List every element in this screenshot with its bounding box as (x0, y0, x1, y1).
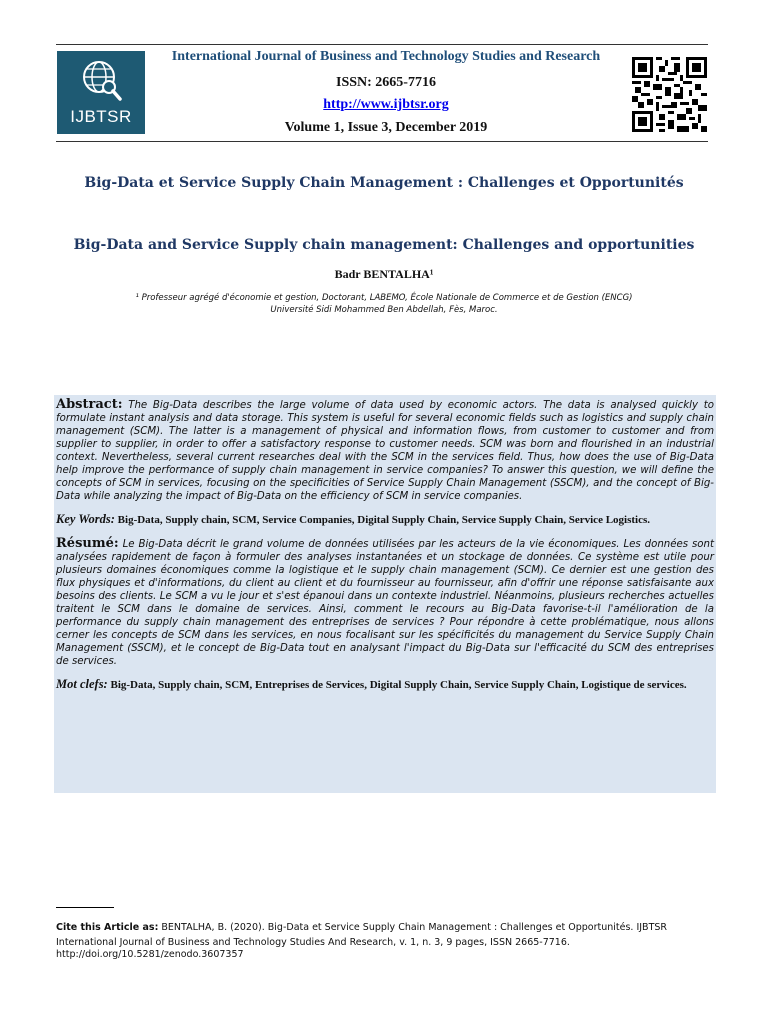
header-bottom-rule (56, 141, 708, 142)
motcles-paragraph (56, 678, 714, 692)
logo-text: IJBTSR (70, 107, 132, 126)
keywords-paragraph (56, 513, 714, 527)
title-english: Big-Data and Service Supply chain management: Challenges and opportunities (73, 237, 695, 253)
resume-paragraph (56, 537, 714, 668)
resume-text: Le Big-Data décrit le grand volume de données utilisées par les acteurs de la vie économiques. Les données sont analysées rapidement de façon à formuler des analyses instantanées et un stockage de données. Ce système est utile pour plusieurs domaines économiques comme la logistique et le supply chain management (SCM). Ce dernier est une gestion des flux physiques et d'informations, du client au client et du fournisseur au fournisseur, afin d'offrir une réponse satisfaisante aux besoins des clients. Le SCM a vu le jour et s'est épanoui dans un contexte industriel. Néanmoins, plusieurs recherches actuelles traitent le SCM dans le domaine de services. Ainsi, comment le recours au Big-Data favorise-t-il l'amélioration de la performance du supply chain management des entreprises de services ? Pour répondre à cette problématique, nous allons cerner les concepts de SCM dans les services, en nous focalisant sur les spécificités du management du Service Supply Chain Management (SSCM), et le concept de Big-Data tout en analysant l'impact du Big-Data sur l'efficacité du SCM des entreprises de services. (56, 539, 714, 667)
abstract-label: Abstract: (56, 397, 123, 412)
journal-url-link[interactable]: http://www.ijbtsr.org (323, 97, 449, 112)
abstract-text: The Big-Data describes the large volume of data used by economic actors. The data is analysed quickly to formulate instant analysis and data storage. This system is useful for several economic fields such as logistics and supply chain management (SCM). The latter is a management of physical and information flows, from customer to customer and from supplier to supplier, in order to offer a satisfactory response to customer needs. SCM was born and flourished in an industrial context. Nevertheless, several current researches deal with the SCM in the services field. Thus, how does the use of Big-Data help improve the performance of supply chain management in service companies? To answer this question, we will define the concepts of SCM in services, focusing on the specificities of Service Supply Chain Management (SSCM), and the concept of Big-Data while analyzing the impact of Big-Data on the efficiency of SCM in service companies. (56, 400, 714, 502)
citation-text: BENTALHA, B. (2020). Big-Data et Service Supply Chain Management : Challenges et Opportunités. IJBTSR International Journal of Business and Technology Studies And Research, v. 1, n. 3, 9 pages, ISSN 2665-7716. (56, 922, 667, 948)
journal-name: International Journal of Business and Technology Studies and Research (171, 49, 601, 64)
citation (56, 920, 726, 950)
doi-link[interactable]: http://doi.org/10.5281/zenodo.3607357 (56, 949, 244, 960)
qr-code-icon[interactable] (631, 57, 708, 132)
journal-logo (57, 51, 145, 134)
motcles-label: Mot clefs: (56, 677, 108, 691)
abstract-paragraph (56, 398, 714, 503)
header-top-rule (56, 44, 708, 45)
footnote-rule (56, 907, 114, 908)
globe-magnifier-icon (79, 57, 123, 103)
issn: ISSN: 2665-7716 (336, 75, 436, 90)
volume-issue: Volume 1, Issue 3, December 2019 (284, 120, 488, 135)
keywords-label: Key Words: (56, 512, 115, 526)
citation-label: Cite this Article as: (56, 922, 159, 933)
affiliation-line-2: Université Sidi Mohammed Ben Abdellah, Fès, Maroc. (270, 305, 498, 315)
resume-label: Résumé: (56, 536, 119, 551)
author-affiliation (40, 292, 728, 316)
motcles-text: Big-Data, Supply chain, SCM, Entreprises de Services, Digital Supply Chain, Service Supply Chain, Logistique de services. (107, 679, 687, 691)
affiliation-line-1: ¹ Professeur agrégé d'économie et gestion, Doctorant, LABEMO, École Nationale de Commerce et de Gestion (ENCG) (135, 293, 633, 303)
title-french: Big-Data et Service Supply Chain Management : Challenges et Opportunités (84, 175, 684, 191)
abstract-box (54, 395, 716, 793)
author-name: Badr BENTALHA¹ (334, 267, 434, 281)
keywords-text: Big-Data, Supply chain, SCM, Service Companies, Digital Supply Chain, Service Supply Chain, Service Logistics. (114, 514, 651, 526)
